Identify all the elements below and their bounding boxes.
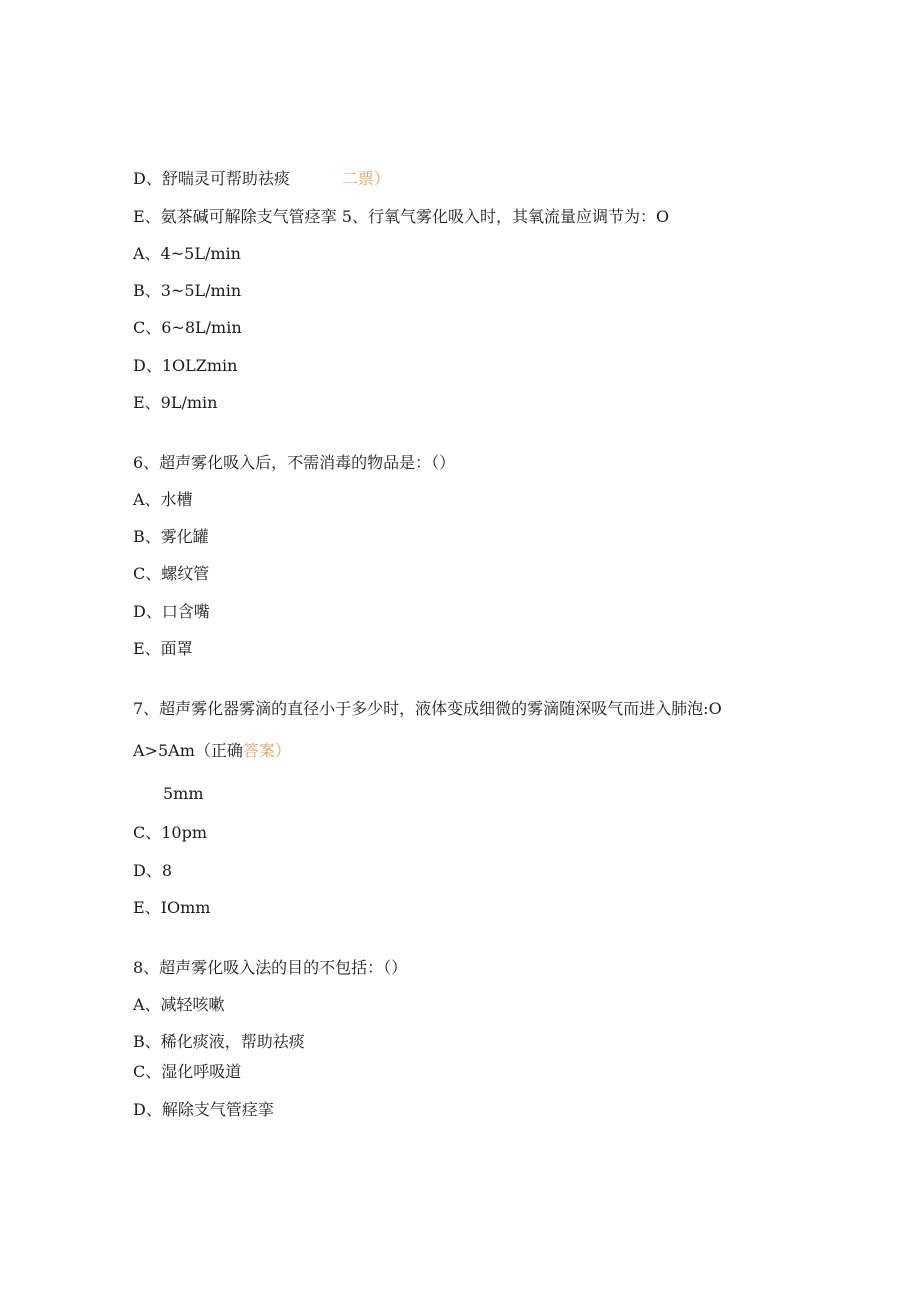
q6-option-d: D、口含嘴 <box>133 602 210 621</box>
question-8: 8、超声雾化吸入法的目的不包括：（） <box>133 958 408 977</box>
q7-option-e: E、IOmm <box>133 898 211 917</box>
question-7: 7、超声雾化器雾滴的直径小于多少时，液体变成细微的雾滴随深吸气而进入肺泡:O <box>133 699 722 718</box>
q7-option-d: D、8 <box>133 861 173 880</box>
answer-mark: 答案） <box>242 741 291 760</box>
q6-option-e: E、面罩 <box>133 639 193 658</box>
q6-option-a: A、水槽 <box>133 490 193 509</box>
q5-option-a: A、4~5L∕min <box>133 244 241 263</box>
q6-option-b: B、雾化罐 <box>133 527 209 546</box>
question-6: 6、超声雾化吸入后，不需消毒的物品是：（） <box>133 453 456 472</box>
q5-option-b: B、3~5L∕min <box>133 281 242 300</box>
q7-option-b: 5mm <box>163 784 204 803</box>
option-text: A>5Am（正确 <box>133 741 243 760</box>
q6-option-c: C、螺纹管 <box>133 564 210 583</box>
option-d-line <box>133 169 390 189</box>
q7-option-c: C、10pm <box>133 823 208 842</box>
q5-option-e: E、9L∕min <box>133 393 218 412</box>
q5-option-c: C、6~8L∕min <box>133 318 242 337</box>
q7-option-a <box>133 741 291 761</box>
answer-mark: 二票） <box>341 169 390 188</box>
option-e-and-question-5: E、氨茶碱可解除支气管痉挛 5、行氧气雾化吸入时，其氧流量应调节为：O <box>133 207 670 226</box>
option-text: D、舒喘灵可帮助祛痰 <box>133 169 290 188</box>
q8-option-b: B、稀化痰液，帮助祛痰 <box>133 1032 305 1051</box>
q8-option-d: D、解除支气管痉挛 <box>133 1100 274 1119</box>
q8-option-c: C、湿化呼吸道 <box>133 1062 242 1081</box>
q8-option-a: A、减轻咳嗽 <box>133 995 225 1014</box>
q5-option-d: D、1OLZmin <box>133 356 238 375</box>
